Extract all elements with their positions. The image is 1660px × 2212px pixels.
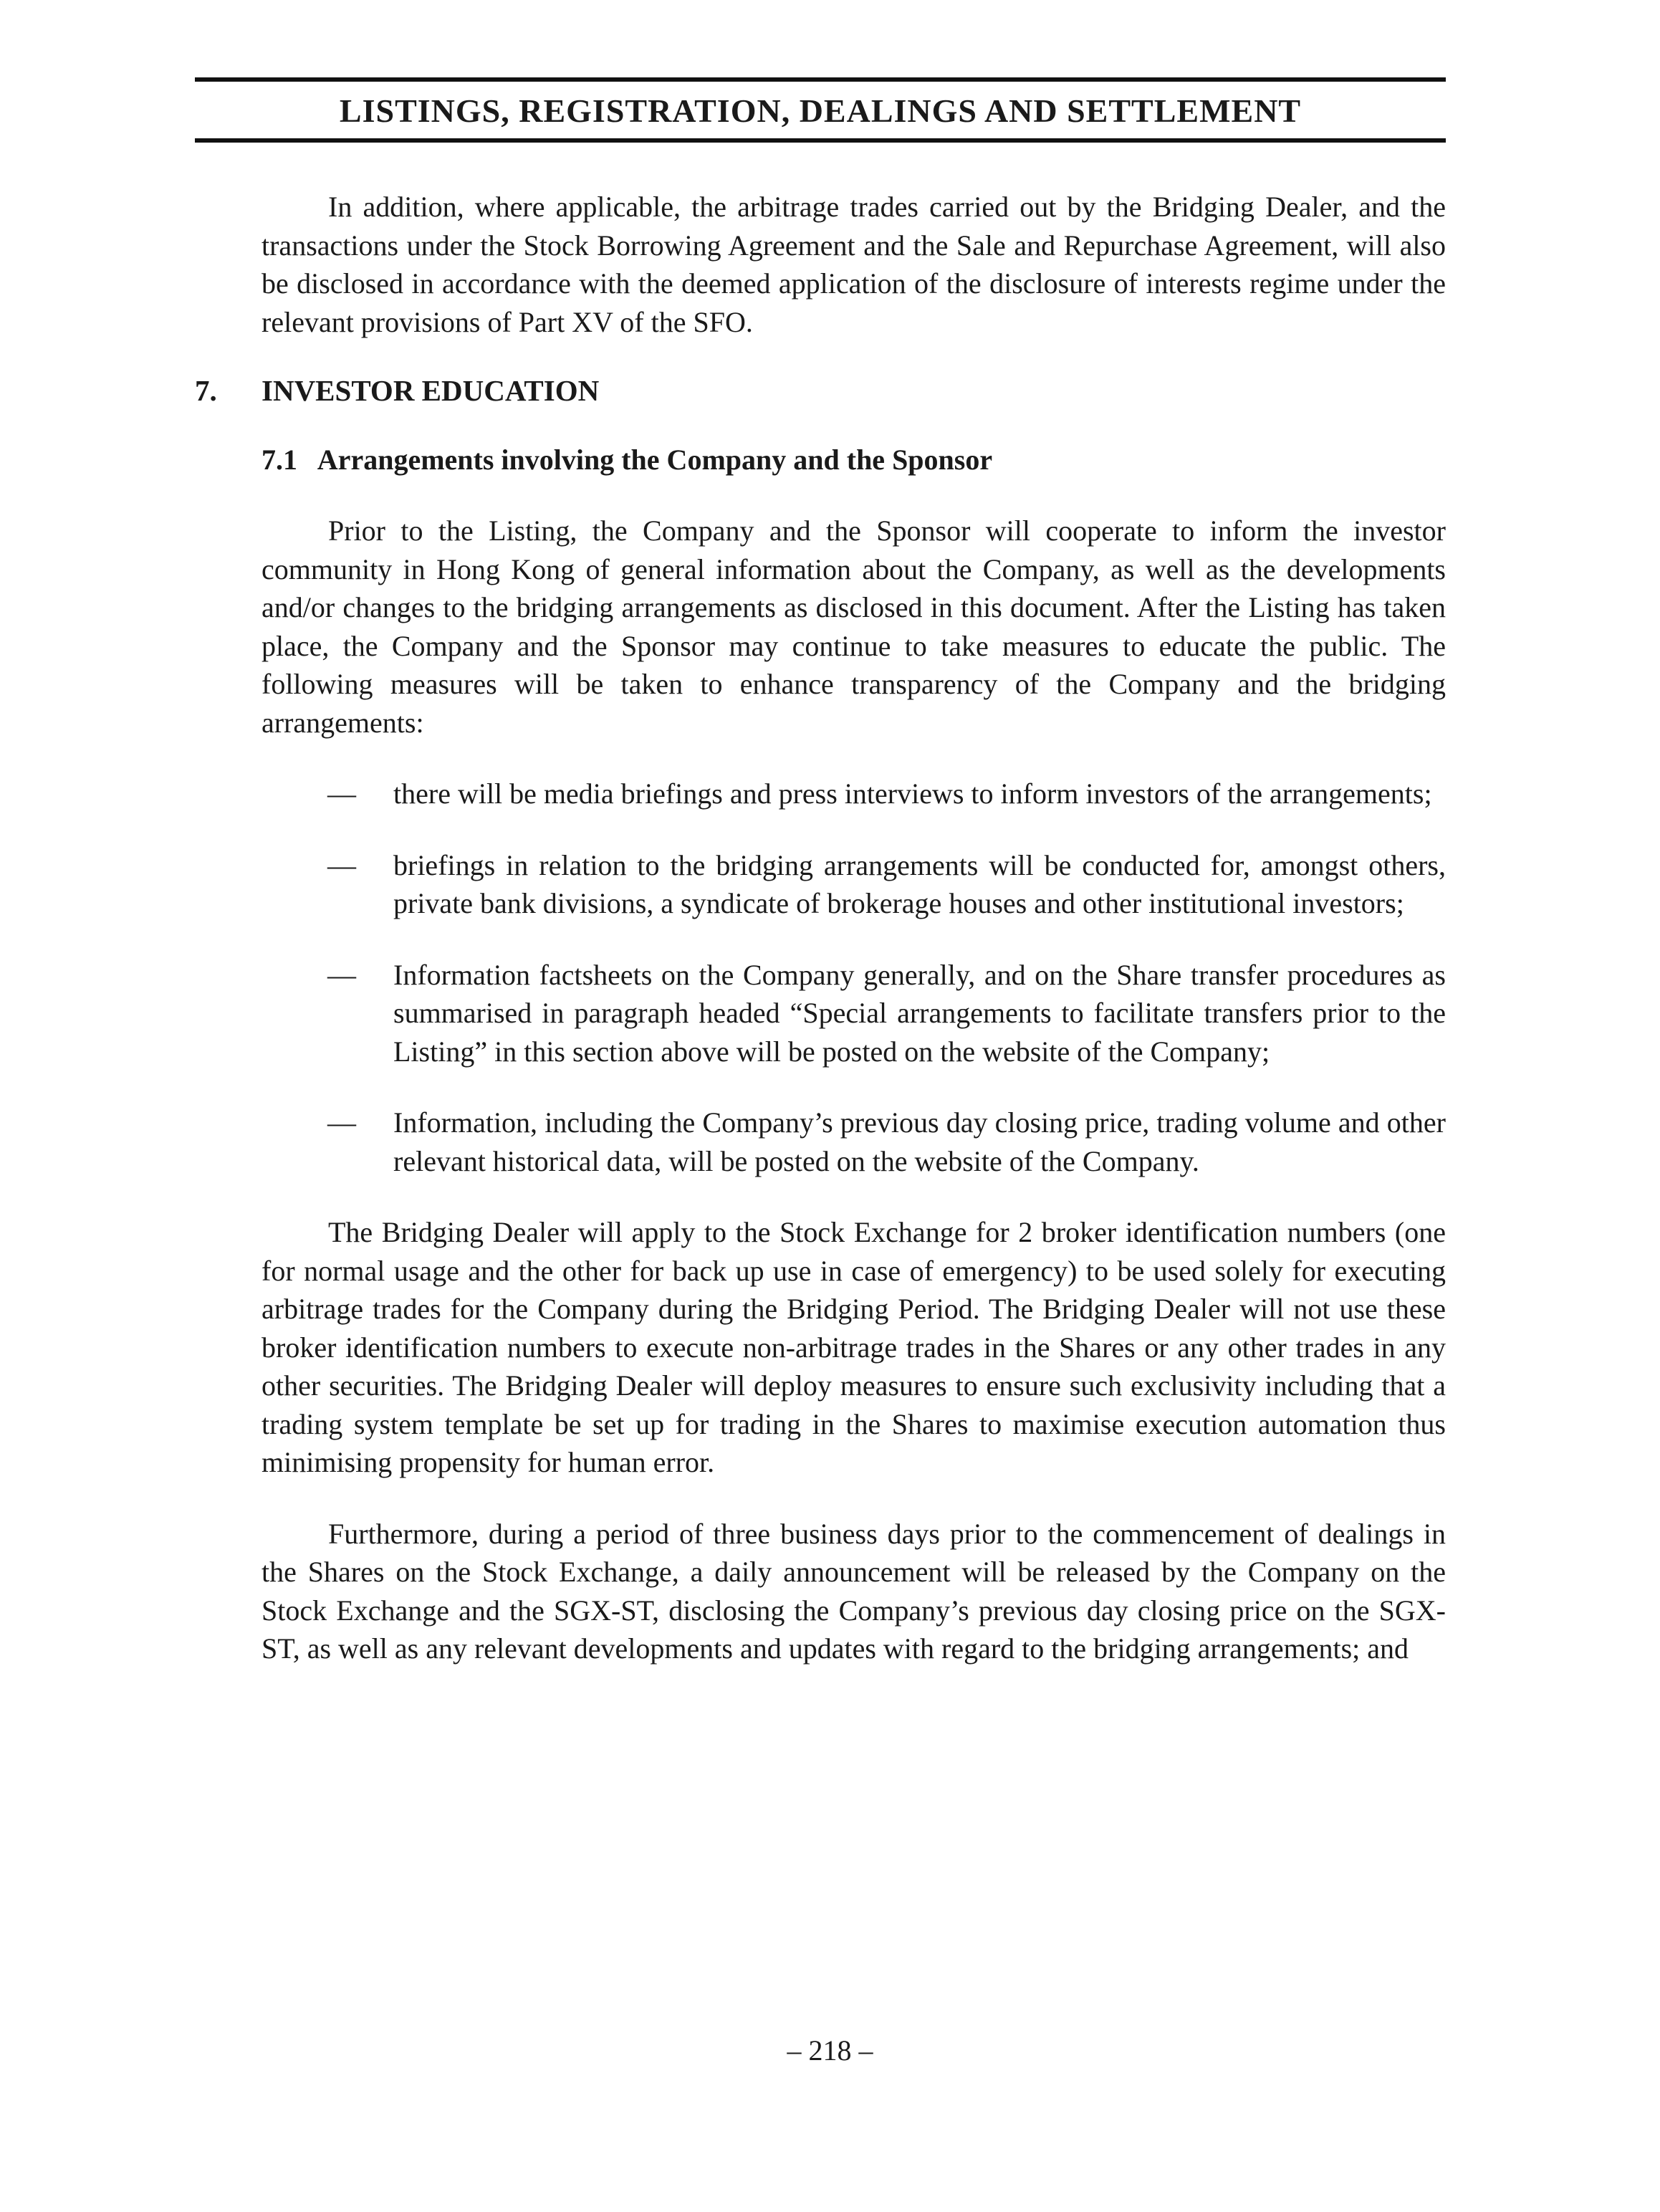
section-title: INVESTOR EDUCATION	[262, 374, 600, 407]
list-item-text: Information factsheets on the Company generally, and on the Share transfer procedures as summarised in paragraph headed “Special arrangements to facilitate transfers prior to the Listing” in this section above will be posted on the website of the Company;	[393, 958, 1446, 1068]
running-header: LISTINGS, REGISTRATION, DEALINGS AND SETTLEMENT	[339, 92, 1302, 129]
page-number: – 218 –	[787, 2034, 873, 2067]
subsection-number: 7.1	[262, 444, 297, 476]
em-dash-bullet: —	[327, 958, 356, 991]
paragraph-measures-intro: Prior to the Listing, the Company and the Sponsor will cooperate to inform the investor community in Hong Kong of general information about the Company, as well as the developments and/or changes to the bridging arrangements as disclosed in this document. After the Listing has taken place, the Company and the Sponsor may continue to take measures to educate the public. The following measures will be taken to enhance transparency of the Company and the bridging arrangements:	[262, 514, 1446, 739]
header-top-rule	[195, 77, 1446, 82]
subsection-heading	[262, 441, 1446, 479]
header-bottom-rule	[195, 138, 1446, 143]
paragraph-daily-announcement: Furthermore, during a period of three business days prior to the commencement of dealings in the Shares on the Stock Exchange, a daily announcement will be released by the Company on the Stock Exchange and the SGX-ST, disclosing the Company’s previous day closing price on the SGX-ST, as well as any relevant developments and updates with regard to the bridging arrangements; and	[262, 1517, 1446, 1665]
section-heading	[195, 372, 1446, 410]
list-item-text: Information, including the Company’s previous day closing price, trading volume and other relevant historical data, will be posted on the website of the Company.	[393, 1106, 1446, 1177]
measures-list	[262, 775, 1446, 1180]
list-item	[327, 846, 1446, 923]
subsection-title: Arrangements involving the Company and the Sponsor	[317, 444, 993, 476]
em-dash-bullet: —	[327, 848, 356, 881]
list-item	[327, 775, 1446, 813]
em-dash-bullet: —	[327, 1106, 356, 1139]
em-dash-bullet: —	[327, 777, 356, 810]
list-item	[327, 1103, 1446, 1180]
section-number: 7.	[195, 374, 217, 407]
list-item	[327, 956, 1446, 1071]
paragraph-broker-ids: The Bridging Dealer will apply to the Stock Exchange for 2 broker identification numbers (one for normal usage and the other for back up use in case of emergency) to be used solely for executing arbitrage trades for the Company during the Bridging Period. The Bridging Dealer will not use these broker identification numbers to execute non-arbitrage trades in the Shares or any other trades in any other securities. The Bridging Dealer will deploy measures to ensure such exclusivity including that a trading system template be set up for trading in the Shares to maximise execution automation thus minimising propensity for human error.	[262, 1216, 1446, 1478]
body-content	[195, 188, 1446, 1668]
intro-paragraph: In addition, where applicable, the arbitrage trades carried out by the Bridging Dealer, and the transactions under the Stock Borrowing Agreement and the Sale and Repurchase Agreement, will also be disclosed in accordance with the deemed application of the disclosure of interests regime under the relevant provisions of Part XV of the SFO.	[262, 191, 1446, 338]
list-item-text: briefings in relation to the bridging arrangements will be conducted for, amongst others, private bank divisions, a syndicate of brokerage houses and other institutional investors;	[393, 848, 1446, 919]
list-item-text: there will be media briefings and press interviews to inform investors of the arrangements;	[393, 777, 1432, 810]
